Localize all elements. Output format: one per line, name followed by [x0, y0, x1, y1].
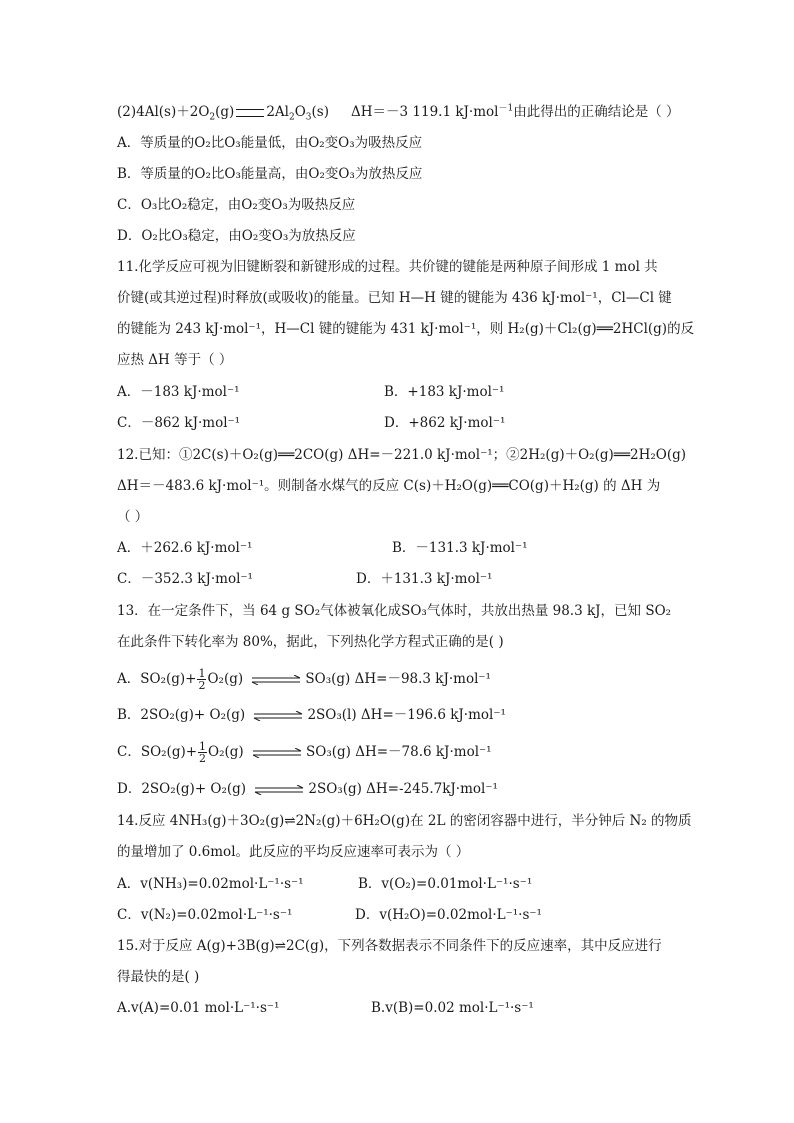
q10-stem-part: (g)	[215, 104, 235, 120]
option-text: O₂(g)	[207, 671, 244, 687]
q10-stem: $(2)4Al(s)+2O_2(g)$ $2Al_2O_3(s)$ ΔH＝－3 119.1 kJ·mol$^{-1}$由此得出的正确结论是（ ）	[117, 103, 680, 123]
equals-double-line-icon	[236, 109, 264, 117]
q10-stem-part: (2)4Al(s)＋2O	[117, 104, 210, 120]
q11-option-c[interactable]: C．－862 kJ·mol⁻¹	[117, 415, 241, 431]
q10-option-c[interactable]: C．O₃比O₂稳定，由O₂变O₃为吸热反应	[117, 197, 356, 213]
fraction-numerator: 1	[199, 740, 207, 753]
q11-option-d[interactable]: D．+862 kJ·mol⁻¹	[384, 415, 506, 431]
q11-stem-line: 价键(或其逆过程)时释放(或吸收)的能量。已知 H—H 键的键能为 436 kJ·mol⁻¹，Cl—Cl 键	[117, 290, 672, 306]
q11-stem-line: 的键能为 243 kJ·mol⁻¹，H—Cl 键的键能为 431 kJ·mol⁻¹，则 H₂(g)＋Cl₂(g)══2HCl(g)的反	[117, 321, 695, 337]
option-text: A．SO₂(g)+	[117, 671, 197, 687]
q12-option-a[interactable]: A．＋262.6 kJ·mol⁻¹	[117, 540, 253, 556]
reversible-arrow-icon	[252, 711, 304, 721]
option-text: 2SO₃(g) ΔH=-245.7kJ·mol⁻¹	[308, 781, 498, 797]
reversible-arrow-icon	[251, 748, 303, 758]
q10-stem-part: O	[294, 104, 306, 120]
q11-stem-line: 应热 ΔH 等于（ ）	[117, 352, 233, 368]
option-text: C．SO₂(g)+	[117, 744, 198, 760]
q11-option-b[interactable]: B．+183 kJ·mol⁻¹	[384, 384, 505, 400]
q10-stem-part: 2Al	[266, 104, 289, 120]
q13-option-d[interactable]	[117, 779, 498, 799]
q14-option-b[interactable]: B．v(O₂)=0.01mol·L⁻¹·s⁻¹	[358, 876, 533, 892]
q15-stem-line: 15.对于反应 A(g)+3B(g)⇌2C(g)，下列各数据表示不同条件下的反应速率，其中反应进行	[117, 938, 662, 954]
option-text: 2SO₃(l) ΔH=－196.6 kJ·mol⁻¹	[307, 707, 506, 723]
option-text: SO₃(g) ΔH=－78.6 kJ·mol⁻¹	[306, 744, 492, 760]
q13-option-b[interactable]	[117, 705, 506, 725]
q14-option-d[interactable]: D．v(H₂O)=0.02mol·L⁻¹·s⁻¹	[355, 907, 542, 923]
q15-option-a[interactable]: A.v(A)=0.01 mol·L⁻¹·s⁻¹	[117, 1000, 280, 1016]
q13-option-a[interactable]	[117, 668, 491, 691]
q13-stem-line: 13．在一定条件下，当 64 g SO₂气体被氧化成SO₃气体时，共放出热量 98.3 kJ，已知 SO₂	[117, 603, 672, 619]
fraction-denominator: 2	[198, 679, 206, 692]
reversible-arrow-icon	[250, 675, 302, 685]
q12-stem-line: （ ）	[117, 509, 149, 525]
q12-stem-line: 12.已知：①2C(s)＋O₂(g)══2CO(g) ΔH=－221.0 kJ·mol⁻¹；②2H₂(g)＋O₂(g)══2H₂O(g)	[117, 447, 687, 463]
q11-stem-line: 11.化学反应可视为旧键断裂和新键形成的过程。共价键的键能是两种原子间形成 1 mol 共	[117, 259, 658, 275]
reversible-arrow-icon	[253, 785, 305, 795]
q14-option-c[interactable]: C．v(N₂)=0.02mol·L⁻¹·s⁻¹	[117, 907, 293, 923]
q12-option-d[interactable]: D．＋131.3 kJ·mol⁻¹	[356, 571, 493, 587]
q10-stem-part: 由此得出的正确结论是（ ）	[513, 104, 680, 120]
half-fraction	[198, 741, 207, 764]
q12-option-c[interactable]: C．－352.3 kJ·mol⁻¹	[117, 571, 253, 587]
q10-option-d[interactable]: D．O₂比O₃稳定，由O₂变O₃为放热反应	[117, 228, 356, 244]
q14-stem-line: 的量增加了 0.6mol。此反应的平均反应速率可表示为（ ）	[117, 844, 470, 860]
option-text: B．2SO₂(g)+ O₂(g)	[117, 707, 246, 723]
q14-stem-line: 14.反应 4NH₃(g)＋3O₂(g)⇌2N₂(g)＋6H₂O(g)在 2L 的密闭容器中进行，半分钟后 N₂ 的物质	[117, 813, 692, 829]
q13-option-c[interactable]	[117, 741, 492, 764]
q12-stem-line: ΔH＝－483.6 kJ·mol⁻¹。则制备水煤气的反应 C(s)＋H₂O(g)══CO(g)＋H₂(g) 的 ΔH 为	[117, 478, 661, 494]
option-text: D．2SO₂(g)+ O₂(g)	[117, 781, 247, 797]
q13-stem-line: 在此条件下转化率为 80%，据此，下列热化学方程式正确的是( )	[117, 634, 504, 650]
fraction-denominator: 2	[199, 752, 207, 765]
half-fraction	[197, 668, 206, 691]
q12-option-b[interactable]: B．－131.3 kJ·mol⁻¹	[392, 540, 528, 556]
q10-option-b[interactable]: B．等质量的O₂比O₃能量高，由O₂变O₃为放热反应	[117, 166, 423, 182]
option-text: O₂(g)	[208, 744, 244, 760]
option-text: SO₃(g) ΔH=－98.3 kJ·mol⁻¹	[305, 671, 491, 687]
q11-option-a[interactable]: A．－183 kJ·mol⁻¹	[117, 384, 240, 400]
fraction-numerator: 1	[198, 667, 206, 680]
q14-option-a[interactable]: A．v(NH₃)=0.02mol·L⁻¹·s⁻¹	[117, 876, 304, 892]
q10-option-a[interactable]: A．等质量的O₂比O₃能量低，由O₂变O₃为吸热反应	[117, 135, 423, 151]
q15-stem-line: 得最快的是( )	[117, 969, 200, 985]
q15-option-b[interactable]: B.v(B)=0.02 mol·L⁻¹·s⁻¹	[371, 1000, 534, 1016]
q10-enthalpy: ΔH＝－3 119.1 kJ·mol	[351, 104, 499, 120]
q10-stem-part: (s)	[311, 104, 329, 120]
